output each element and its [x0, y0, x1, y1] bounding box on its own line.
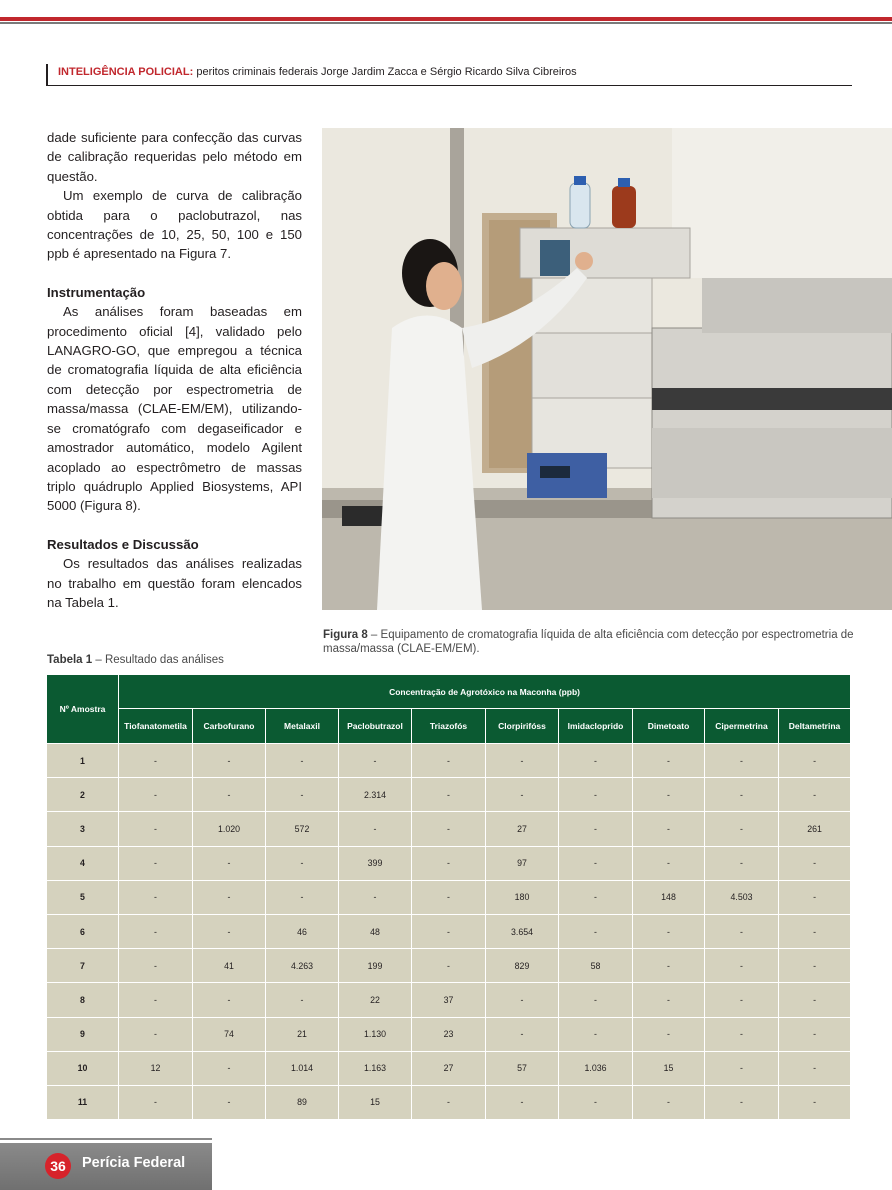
concentration-cell: -	[193, 778, 266, 812]
concentration-cell: -	[633, 744, 705, 778]
sample-number-cell: 6	[47, 914, 119, 948]
concentration-cell: -	[193, 846, 266, 880]
table-caption	[47, 654, 224, 666]
table-row	[47, 812, 851, 846]
concentration-cell: -	[779, 983, 851, 1017]
sample-number-cell: 9	[47, 1017, 119, 1051]
table-row	[47, 846, 851, 880]
column-header: Carbofurano	[193, 709, 266, 744]
concentration-cell: -	[705, 1085, 779, 1119]
sample-number-cell: 4	[47, 846, 119, 880]
concentration-cell: -	[339, 812, 412, 846]
sample-number-cell: 8	[47, 983, 119, 1017]
table-row	[47, 914, 851, 948]
sample-header: Nº Amostra	[47, 675, 119, 744]
concentration-cell: -	[559, 1017, 633, 1051]
concentration-cell: -	[486, 778, 559, 812]
concentration-cell: -	[633, 778, 705, 812]
concentration-cell: 37	[412, 983, 486, 1017]
concentration-cell: -	[266, 744, 339, 778]
concentration-cell: -	[266, 778, 339, 812]
table-row	[47, 744, 851, 778]
concentration-cell: -	[705, 949, 779, 983]
heading-instrumentation: Instrumentação	[47, 284, 146, 300]
concentration-cell: 46	[266, 914, 339, 948]
table-row	[47, 949, 851, 983]
concentration-cell: 4.503	[705, 880, 779, 914]
concentration-cell: 21	[266, 1017, 339, 1051]
concentration-cell: 180	[486, 880, 559, 914]
concentration-cell: -	[266, 880, 339, 914]
sample-number-cell: 3	[47, 812, 119, 846]
concentration-cell: -	[633, 1017, 705, 1051]
concentration-cell: -	[779, 1085, 851, 1119]
concentration-cell: -	[119, 983, 193, 1017]
concentration-cell: -	[193, 1051, 266, 1085]
concentration-cell: 199	[339, 949, 412, 983]
concentration-cell: -	[486, 983, 559, 1017]
table-row	[47, 778, 851, 812]
concentration-cell: 22	[339, 983, 412, 1017]
concentration-cell: -	[705, 914, 779, 948]
concentration-cell: -	[119, 880, 193, 914]
concentration-cell: -	[559, 744, 633, 778]
concentration-cell: -	[779, 914, 851, 948]
concentration-cell: -	[412, 880, 486, 914]
figure-caption	[323, 628, 863, 656]
column-header: Metalaxil	[266, 709, 339, 744]
concentration-cell: 2.314	[339, 778, 412, 812]
concentration-cell: -	[633, 914, 705, 948]
concentration-cell: 97	[486, 846, 559, 880]
paragraph-calibration-end: dade suficiente para confecção das curvas de calibração requeridas pelo método em questão.	[47, 130, 302, 184]
heading-results: Resultados e Discussão	[47, 536, 199, 552]
column-header: Dimetoato	[633, 709, 705, 744]
concentration-cell: -	[559, 914, 633, 948]
table-caption-text: – Resultado das análises	[92, 654, 224, 666]
table-label: Tabela 1	[47, 654, 93, 666]
concentration-cell: 1.130	[339, 1017, 412, 1051]
concentration-cell: -	[193, 880, 266, 914]
concentration-cell: 1.036	[559, 1051, 633, 1085]
concentration-cell: 148	[633, 880, 705, 914]
concentration-cell: -	[559, 1085, 633, 1119]
concentration-cell: -	[705, 983, 779, 1017]
concentration-cell: 3.654	[486, 914, 559, 948]
concentration-cell: 1.163	[339, 1051, 412, 1085]
concentration-cell: -	[339, 744, 412, 778]
column-header: Tiofanatometila	[119, 709, 193, 744]
concentration-cell: 23	[412, 1017, 486, 1051]
concentration-cell: -	[412, 949, 486, 983]
concentration-cell: -	[559, 846, 633, 880]
column-header: Paclobutrazol	[339, 709, 412, 744]
concentration-cell: -	[779, 778, 851, 812]
concentration-cell: -	[119, 846, 193, 880]
concentration-cell: -	[705, 1051, 779, 1085]
concentration-cell: -	[633, 1085, 705, 1119]
concentration-cell: 48	[339, 914, 412, 948]
concentration-cell: 41	[193, 949, 266, 983]
concentration-group-header: Concentração de Agrotóxico na Maconha (ppb)	[119, 675, 851, 709]
column-header: Deltametrina	[779, 709, 851, 744]
concentration-cell: -	[633, 983, 705, 1017]
sample-number-cell: 11	[47, 1085, 119, 1119]
top-red-rule	[0, 17, 892, 21]
paragraph-calibration-example: Um exemplo de curva de calibração obtida para o paclobutrazol, nas concentrações de 10, 25, 50, 100 e 150 ppb é apresentado na Figura 7.	[47, 188, 302, 262]
concentration-cell: -	[559, 983, 633, 1017]
concentration-cell: -	[705, 744, 779, 778]
top-grey-rule	[0, 22, 892, 24]
concentration-cell: 572	[266, 812, 339, 846]
sample-number-cell: 2	[47, 778, 119, 812]
concentration-cell: -	[119, 949, 193, 983]
paragraph-results: Os resultados das análises realizadas no trabalho em questão foram elencados na Tabela 1.	[47, 556, 302, 610]
concentration-cell: -	[193, 1085, 266, 1119]
sample-number-cell: 10	[47, 1051, 119, 1085]
concentration-cell: 1.014	[266, 1051, 339, 1085]
lab-photo-illustration	[322, 128, 892, 610]
concentration-cell: -	[705, 846, 779, 880]
column-header: Clorpirifóss	[486, 709, 559, 744]
concentration-cell: 15	[633, 1051, 705, 1085]
concentration-cell: 89	[266, 1085, 339, 1119]
concentration-cell: -	[779, 949, 851, 983]
concentration-cell: -	[412, 778, 486, 812]
concentration-cell: -	[779, 880, 851, 914]
results-table	[46, 674, 851, 1120]
concentration-cell: 4.263	[266, 949, 339, 983]
concentration-cell: 399	[339, 846, 412, 880]
concentration-cell: 58	[559, 949, 633, 983]
sample-number-cell: 1	[47, 744, 119, 778]
concentration-cell: -	[779, 846, 851, 880]
table-row	[47, 1017, 851, 1051]
table-row	[47, 1051, 851, 1085]
concentration-cell: 27	[412, 1051, 486, 1085]
concentration-cell: -	[486, 1085, 559, 1119]
concentration-cell: -	[779, 1051, 851, 1085]
concentration-cell: 27	[486, 812, 559, 846]
concentration-cell: -	[633, 812, 705, 846]
authors-line: peritos criminais federais Jorge Jardim Zacca e Sérgio Ricardo Silva Cibreiros	[196, 66, 577, 78]
concentration-cell: -	[486, 1017, 559, 1051]
concentration-cell: -	[193, 744, 266, 778]
running-head	[46, 64, 852, 86]
concentration-cell: 829	[486, 949, 559, 983]
body-column	[47, 128, 302, 612]
concentration-cell: 57	[486, 1051, 559, 1085]
concentration-cell: -	[119, 1017, 193, 1051]
figure-label: Figura 8	[323, 629, 368, 641]
concentration-cell: -	[633, 846, 705, 880]
concentration-cell: -	[559, 778, 633, 812]
table-row	[47, 1085, 851, 1119]
sample-number-cell: 7	[47, 949, 119, 983]
concentration-cell: -	[412, 812, 486, 846]
concentration-cell: -	[119, 914, 193, 948]
table-row	[47, 880, 851, 914]
concentration-cell: -	[705, 1017, 779, 1051]
concentration-cell: -	[412, 846, 486, 880]
concentration-cell: -	[412, 1085, 486, 1119]
concentration-cell: -	[412, 914, 486, 948]
figure-text: – Equipamento de cromatografia líquida de alta eficiência com detecção por espectrometria de massa/massa (CLAE-EM/EM).	[323, 629, 854, 655]
column-header: Cipermetrina	[705, 709, 779, 744]
concentration-cell: -	[339, 880, 412, 914]
concentration-cell: -	[266, 983, 339, 1017]
journal-title: Perícia Federal	[82, 1155, 186, 1171]
concentration-cell: -	[559, 880, 633, 914]
page-number-badge: 36	[45, 1153, 71, 1179]
concentration-cell: 12	[119, 1051, 193, 1085]
table-row	[47, 983, 851, 1017]
concentration-cell: -	[119, 744, 193, 778]
concentration-cell: -	[193, 983, 266, 1017]
concentration-cell: -	[119, 812, 193, 846]
sample-number-cell: 5	[47, 880, 119, 914]
concentration-cell: 74	[193, 1017, 266, 1051]
footer-rule	[0, 1138, 212, 1140]
concentration-cell: -	[633, 949, 705, 983]
concentration-cell: -	[486, 744, 559, 778]
concentration-cell: 15	[339, 1085, 412, 1119]
concentration-cell: -	[779, 744, 851, 778]
concentration-cell: -	[412, 744, 486, 778]
section-label: INTELIGÊNCIA POLICIAL:	[58, 66, 194, 78]
concentration-cell: -	[119, 778, 193, 812]
concentration-cell: -	[266, 846, 339, 880]
concentration-cell: -	[705, 778, 779, 812]
lab-equipment-photo	[322, 128, 892, 610]
paragraph-instrumentation: As análises foram baseadas em procedimento oficial [4], validado pelo LANAGRO-GO, que empregou a técnica de cromatografia líquida de alta eficiência com detecção por espectrometria de massa/massa (CLAE-EM/EM), utilizando-se cromatógrafo com degaseificador e amostrador automático, modelo Agilent acoplado ao espectrômetro de massas triplo quádruplo Applied Biosystems, API 5000 (Figura 8).	[47, 304, 302, 514]
concentration-cell: 261	[779, 812, 851, 846]
concentration-cell: 1.020	[193, 812, 266, 846]
concentration-cell: -	[193, 914, 266, 948]
concentration-cell: -	[705, 812, 779, 846]
column-header: Triazofós	[412, 709, 486, 744]
concentration-cell: -	[119, 1085, 193, 1119]
column-header: Imidacloprido	[559, 709, 633, 744]
concentration-cell: -	[559, 812, 633, 846]
concentration-cell: -	[779, 1017, 851, 1051]
